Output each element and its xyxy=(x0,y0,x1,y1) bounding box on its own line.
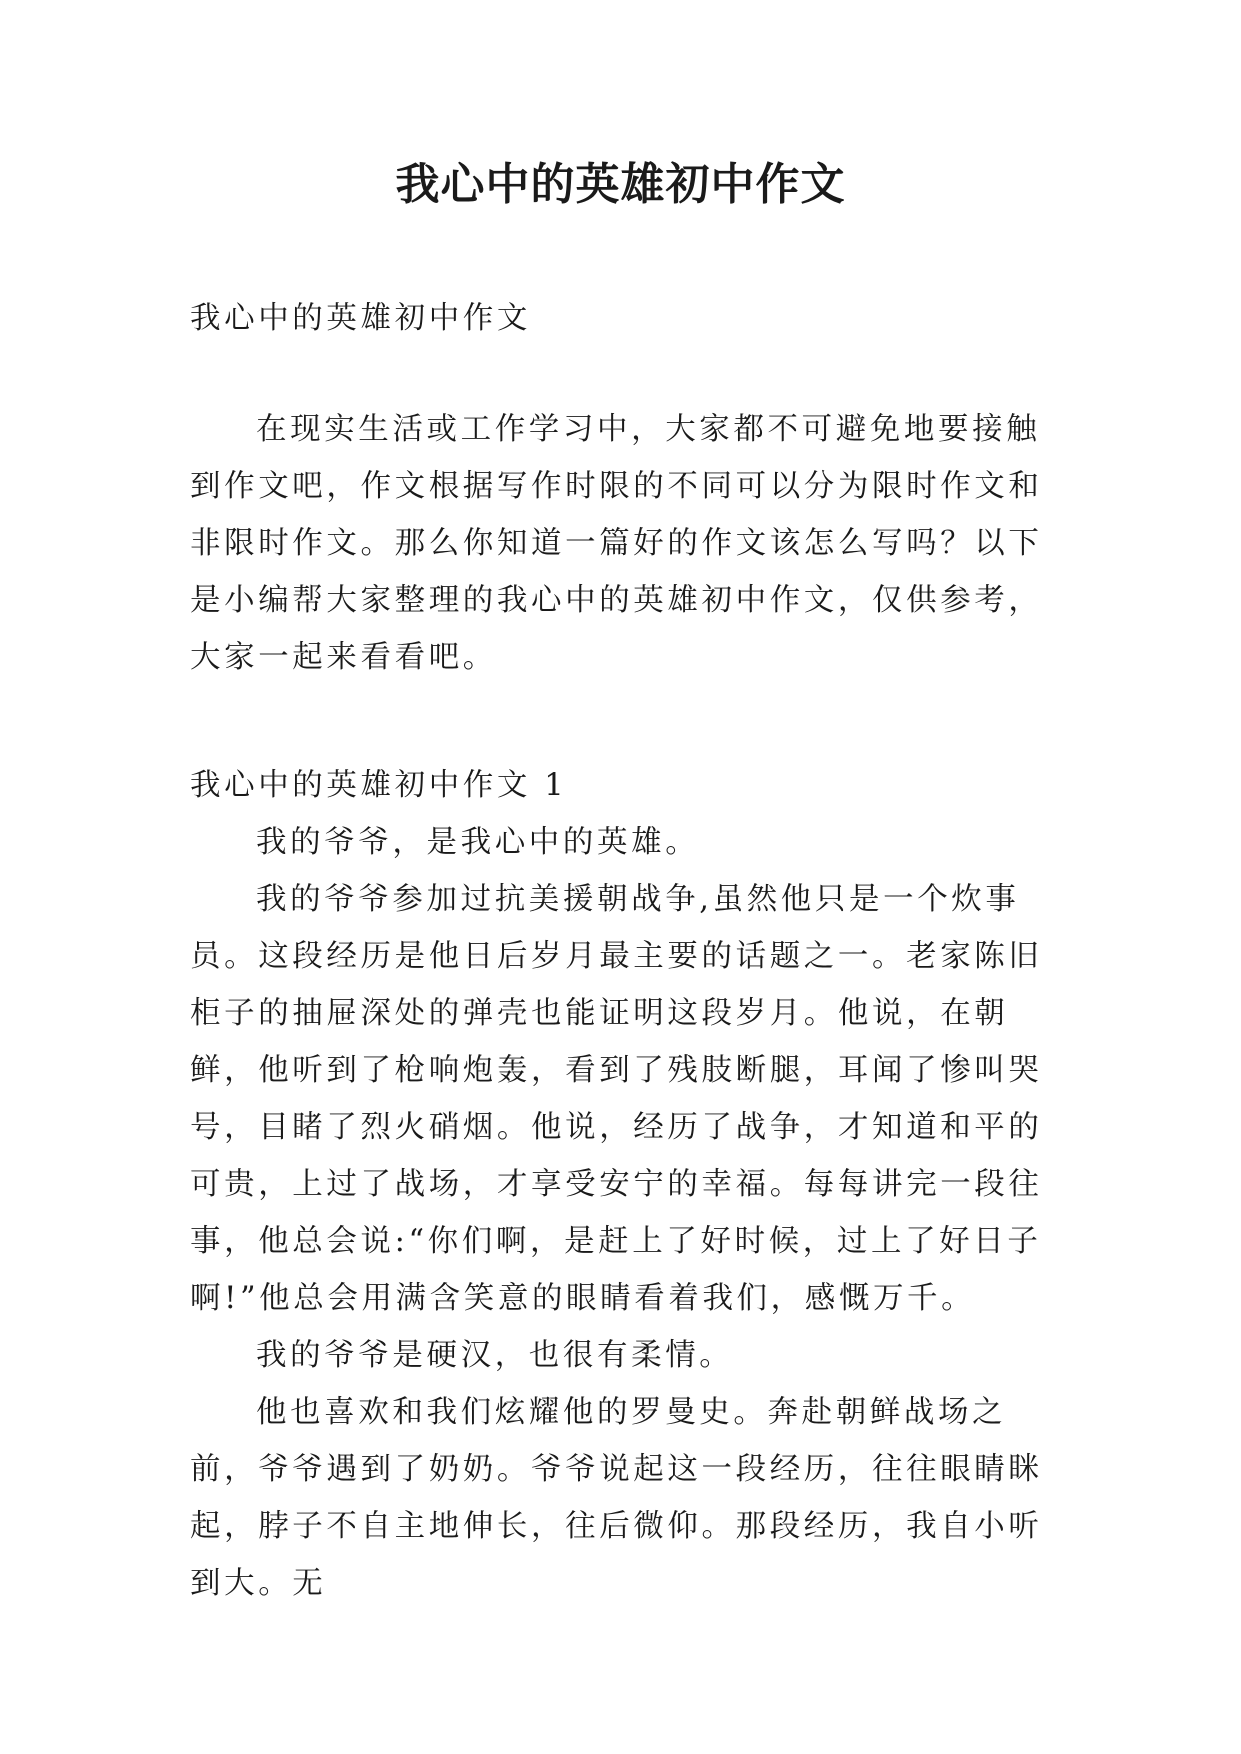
story-paragraph: 我的爷爷是硬汉，也很有柔情。 xyxy=(256,1338,734,1373)
document-title: 我心中的英雄初中作文 xyxy=(395,159,846,210)
section-heading: 我心中的英雄初中作文 1 xyxy=(190,768,568,803)
story-paragraph: 我的爷爷，是我心中的英雄。 xyxy=(256,825,700,860)
story-paragraph: 他也喜欢和我们炫耀他的罗曼史。奔赴朝鲜战场之前，爷爷遇到了奶奶。爷爷说起这一段经历，往往眼睛眯起，脖子不自主地伸长，往后微仰。那段经历，我自小听到大。无 xyxy=(190,1395,1043,1601)
intro-paragraph: 在现实生活或工作学习中，大家都不可避免地要接触到作文吧，作文根据写作时限的不同可以分为限时作文和非限时作文。那么你知道一篇好的作文该怎么写吗？以下是小编帮大家整理的我心中的英雄初中作文，仅供参考，大家一起来看看吧。 xyxy=(190,412,1043,675)
story-paragraph: 我的爷爷参加过抗美援朝战争,虽然他只是一个炊事员。这段经历是他日后岁月最主要的话题之一。老家陈旧柜子的抽屉深处的弹壳也能证明这段岁月。他说，在朝鲜，他听到了枪响炮轰，看到了残肢断腿，耳闻了惨叫哭号，目睹了烈火硝烟。他说，经历了战争，才知道和平的可贵，上过了战场，才享受安宁的幸福。每每讲完一段往事，他总会说:“你们啊，是赶上了好时候，过上了好日子啊!”他总会用满含笑意的眼睛看着我们，感慨万千。 xyxy=(190,882,1043,1316)
document-subtitle: 我心中的英雄初中作文 xyxy=(190,301,531,336)
story-body xyxy=(190,814,1060,1612)
